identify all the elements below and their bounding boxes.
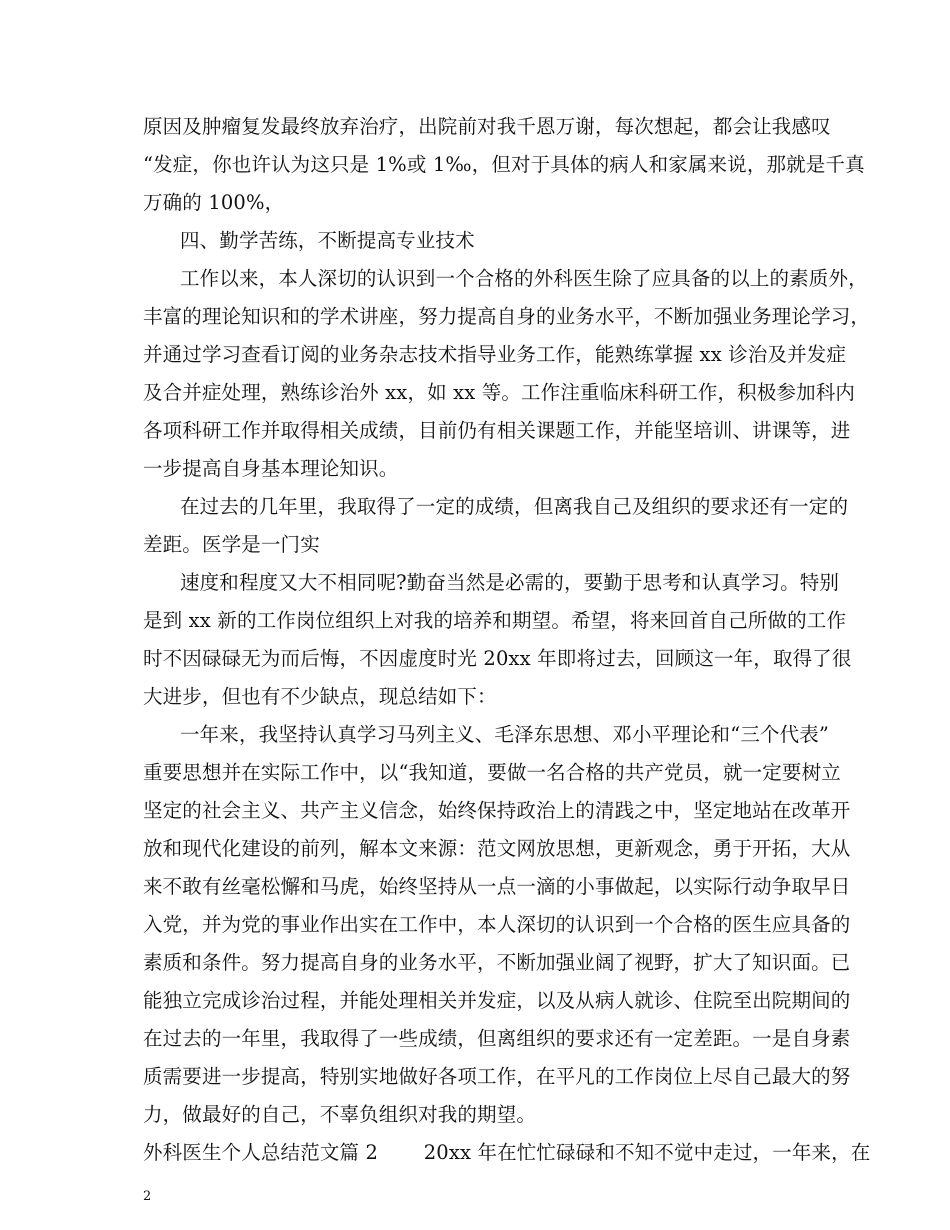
text-line: 在过去的一年里，我取得了一些成绩，但离组织的要求还有一定差距。一是自身素 (143, 1027, 851, 1050)
text-line: 坚定的社会主义、共产主义信念，始终保持政治上的清践之中，坚定地站在改革开 (143, 799, 851, 822)
text-line: 入党，并为党的事业作出实在工作中，本人深切的认识到一个合格的医生应具备的 (143, 913, 851, 936)
text-line: 重要思想并在实际工作中，以“我知道，要做一名合格的共产党员，就一定要树立 (143, 761, 841, 784)
text-line: 是到 xx 新的工作岗位组织上对我的培养和期望。希望，将来回首自己所做的工作 (143, 609, 847, 632)
text-line: 质需要进一步提高，特别实地做好各项工作，在平凡的工作岗位上尽自己最大的努 (143, 1065, 851, 1088)
text-line: 并通过学习查看订阅的业务杂志技术指导业务工作，能熟练掌握 xx 诊治及并发症 (143, 343, 847, 366)
text-line: 外科医生个人总结范文篇 2 20xx 年在忙忙碌碌和不知不觉中走过，一年来，在 (143, 1141, 871, 1164)
text-line: 放和现代化建设的前列，解本文来源：范文网放思想，更新观念，勇于开拓，大从 (143, 837, 851, 860)
text-line: 大进步，但也有不少缺点，现总结如下： (143, 685, 497, 708)
text-line: 丰富的理论知识和的学术讲座，努力提高自身的业务水平，不断加强业务理论学习， (143, 305, 871, 328)
text-line: “发症，你也许认为这只是 1%或 1‰，但对于具体的病人和家属来说，那就是千真 (143, 153, 865, 176)
text-line: 万确的 100%， (143, 191, 285, 214)
text-line: 在过去的几年里，我取得了一定的成绩，但离我自己及组织的要求还有一定的 (180, 495, 849, 518)
text-line: 差距。医学是一门实 (143, 533, 320, 556)
text-line: 力，做最好的自己，不辜负组织对我的期望。 (143, 1103, 537, 1126)
text-line: 速度和程度又大不相同呢?勤奋当然是必需的，要勤于思考和认真学习。特别 (180, 571, 840, 594)
text-line: 一步提高自身基本理论知识。 (143, 457, 399, 480)
text-line: 工作以来，本人深切的认识到一个合格的外科医生除了应具备的以上的素质外， (180, 267, 868, 290)
section-heading: 四、勤学苦练，不断提高专业技术 (180, 229, 475, 252)
text-line: 能独立完成诊治过程，并能处理相关并发症，以及从病人就诊、住院至出院期间的 (143, 989, 851, 1012)
text-line: 来不敢有丝毫松懈和马虎，始终坚持从一点一滴的小事做起，以实际行动争取早日 (143, 875, 851, 898)
text-line: 原因及肿瘤复发最终放弃治疗，出院前对我千恩万谢，每次想起，都会让我感叹 (143, 115, 831, 138)
text-line: 时不因碌碌无为而后悔，不因虚度时光 20xx 年即将过去，回顾这一年，取得了很 (143, 647, 852, 670)
text-line: 素质和条件。努力提高自身的业务水平，不断加强业阔了视野，扩大了知识面。已 (143, 951, 851, 974)
text-line: 及合并症处理，熟练诊治外 xx，如 xx 等。工作注重临床科研工作，积极参加科内 (143, 381, 856, 404)
text-line: 一年来，我坚持认真学习马列主义、毛泽东思想、邓小平理论和“三个代表” (180, 723, 830, 746)
text-line: 各项科研工作并取得相关成绩，目前仍有相关课题工作，并能坚培训、讲课等，进 (143, 419, 851, 442)
page-number: 2 (143, 1189, 152, 1204)
